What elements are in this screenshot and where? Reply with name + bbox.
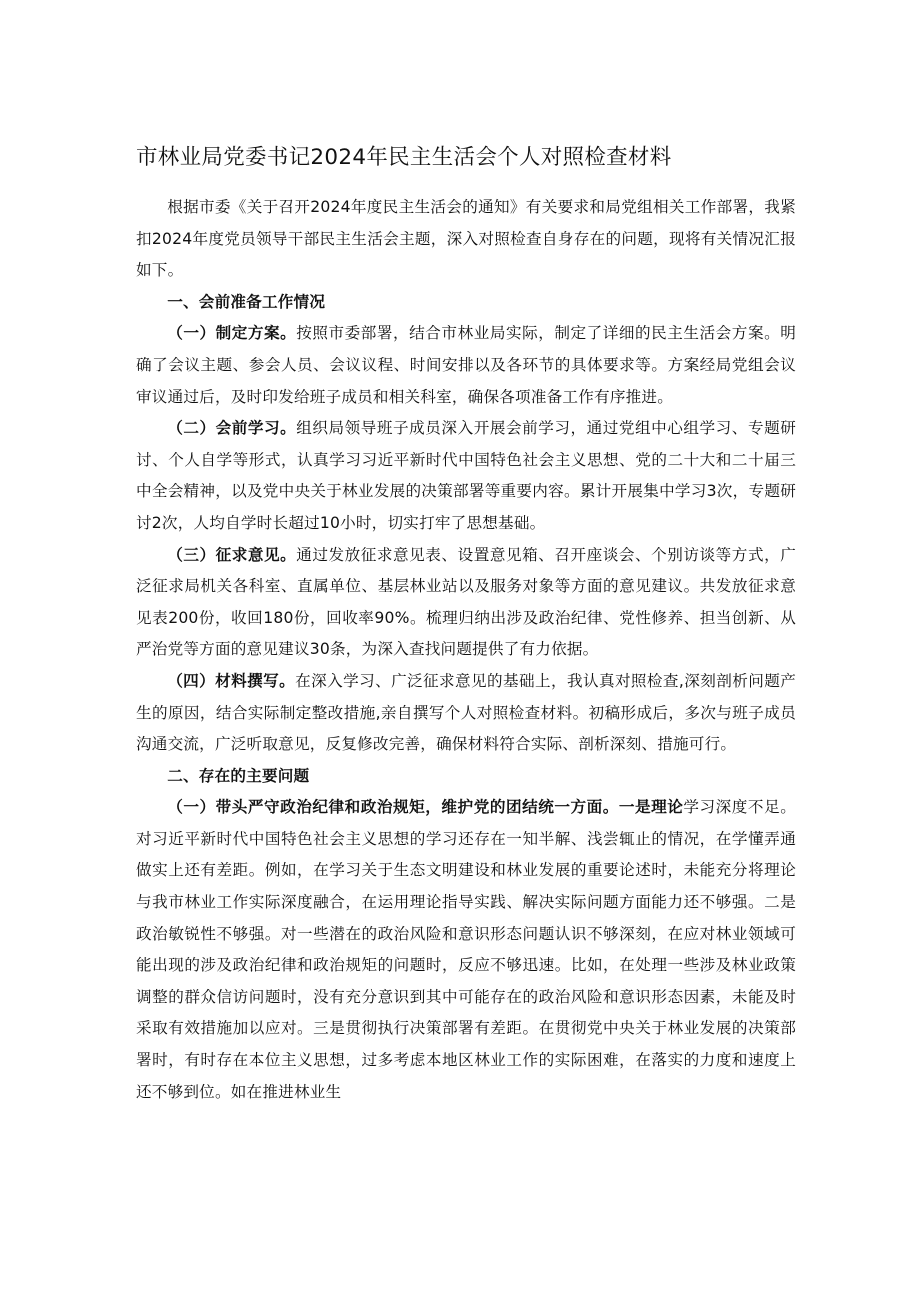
paragraph-text: 按照市委部署，结合市林业局实际，制定了详细的民主生活会方案。明确了会议主题、参会人员、会议议程、时间安排以及各环节的具体要求等。方案经局党组会议审议通过后，及时印发给班子成员和相关科室，确保各项准备工作有序推进。 [136,324,796,406]
paragraph-text: 在深入学习、广泛征求意见的基础上，我认真对照检查,深刻剖析问题产生的原因，结合实际制定整改措施,亲自撰写个人对照检查材料。初稿形成后，多次与班子成员沟通交流，广泛听取意见，反复修改完善，确保材料符合实际、剖析深刻、措施可行。 [136,671,796,754]
paragraph-plan [136,318,796,413]
paragraph-lead: （三）征求意见。 [167,545,297,564]
paragraph-lead: （四）材料撰写。 [167,671,296,690]
paragraph-text: 学习深度不足。对习近平新时代中国特色社会主义思想的学习还存在一知半解、浅尝辄止的情况，在学懂弄通做实上还有差距。例如，在学习关于生态文明建设和林业发展的重要论述时，未能充分将理论与我市林业工作实际深度融合，在运用理论指导实践、解决实际问题方面能力还不够强。二是政治敏锐性不够强。对一些潜在的政治风险和意识形态问题认识不够深刻，在应对林业领域可能出现的涉及政治纪律和政治规矩的问题时，反应不够迅速。比如，在处理一些涉及林业政策调整的群众信访问题时，没有充分意识到其中可能存在的政治风险和意识形态因素，未能及时采取有效措施加以应对。三是贯彻执行决策部署有差距。在贯彻党中央关于林业发展的决策部署时，有时存在本位主义思想，过多考虑本地区林业工作的实际困难，在落实的力度和速度上还不够到位。如在推进林业生 [136,798,796,1101]
paragraph-political-discipline [136,792,796,1108]
paragraph-text: 组织局领导班子成员深入开展会前学习，通过党组中心组学习、专题研讨、个人自学等形式，认真学习习近平新时代中国特色社会主义思想、党的二十大和二十届三中全会精神，以及党中央关于林业发展的决策部署等重要内容。累计开展集中学习3次，专题研讨2次，人均自学时长超过10小时，切实打牢了思想基础。 [136,419,796,532]
paragraph-writing [136,666,796,761]
section-heading-problems: 二、存在的主要问题 [167,766,310,785]
paragraph-study [136,413,796,539]
paragraph-text: 通过发放征求意见表、设置意见箱、召开座谈会、个别访谈等方式，广泛征求局机关各科室、直属单位、基层林业站以及服务对象等方面的意见建议。共发放征求意见表200份，收回180份，回收率90%。梳理归纳出涉及政治纪律、党性修养、担当创新、从严治党等方面的意见建议30条，为深入查找问题提供了有力依据。 [136,545,796,659]
document-body [136,192,796,1108]
paragraph-opinions [136,540,796,666]
paragraph-lead: （二）会前学习。 [167,419,297,438]
intro-paragraph: 根据市委《关于召开2024年度民主生活会的通知》有关要求和局党组相关工作部署，我紧扣2024年度党员领导干部民主生活会主题，深入对照检查自身存在的问题，现将有关情况汇报如下。 [136,198,796,280]
paragraph-lead: （一）制定方案。 [167,324,297,343]
paragraph-lead: （一）带头严守政治纪律和政治规矩，维护党的团结统一方面。一是理论 [167,798,684,817]
section-heading-preparation: 一、会前准备工作情况 [167,292,326,311]
document-title: 市林业局党委书记2024年民主生活会个人对照检查材料 [136,145,672,170]
